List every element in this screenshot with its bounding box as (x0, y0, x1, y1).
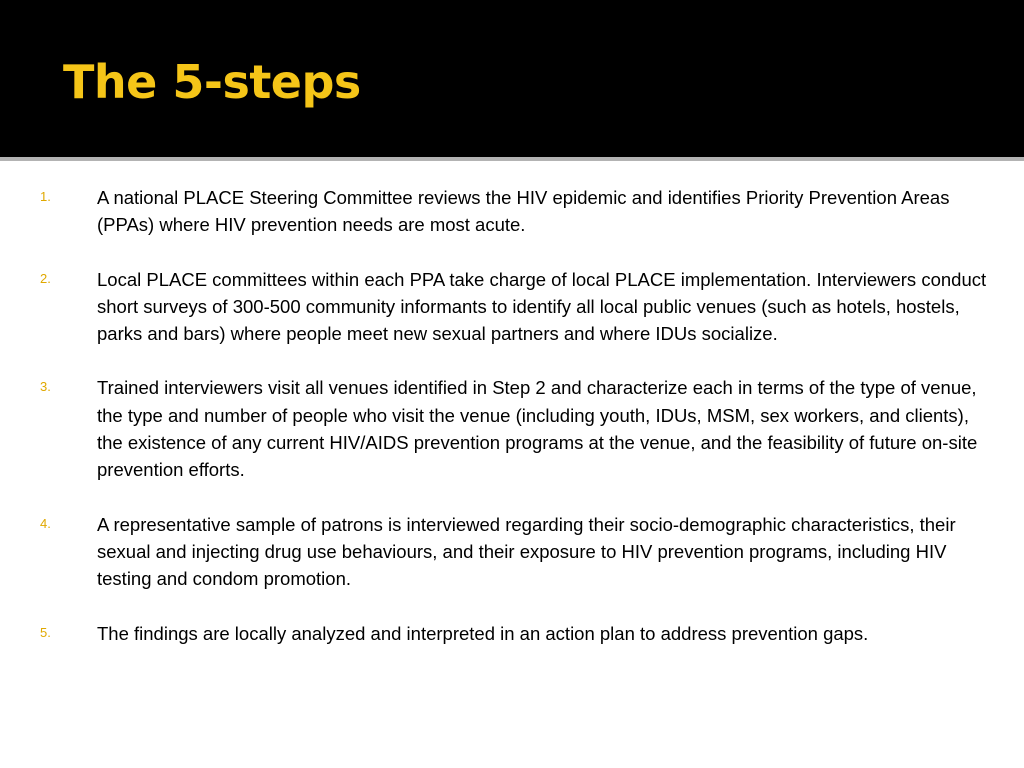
title-bar (0, 0, 1024, 157)
step-number: 2. (40, 270, 51, 286)
step-item (0, 266, 1024, 348)
title-divider (0, 157, 1024, 161)
step-text: Local PLACE committees within each PPA take charge of local PLACE implementation. Interviewers conduct short surveys of 300-500 community informants to identify all local public venues (such as hotels, hostels, parks and bars) where people meet new sexual partners and where IDUs socialize. (97, 268, 987, 345)
step-item (0, 511, 1024, 593)
step-item (0, 620, 1024, 647)
step-number: 5. (40, 624, 51, 640)
step-item (0, 184, 1024, 239)
step-number: 4. (40, 515, 51, 531)
step-text: A representative sample of patrons is interviewed regarding their socio-demographic characteristics, their sexual and injecting drug use behaviours, and their exposure to HIV prevention programs, including HIV testing and condom promotion. (97, 513, 956, 590)
step-text: A national PLACE Steering Committee reviews the HIV epidemic and identifies Priority Prevention Areas (PPAs) where HIV prevention needs are most acute. (97, 187, 950, 236)
step-number: 1. (40, 189, 51, 204)
step-number: 3. (40, 379, 51, 395)
steps-list (0, 184, 1024, 674)
step-text: Trained interviewers visit all venues identified in Step 2 and characterize each in terms of the type of venue, the type and number of people who visit the venue (including youth, IDUs, MSM, sex workers, and clients), the existence of any current HIV/AIDS prevention programs at the venue, and the feasibility of future on-site prevention efforts. (97, 377, 978, 481)
step-item (0, 374, 1024, 483)
step-text: The findings are locally analyzed and interpreted in an action plan to address prevention gaps. (97, 622, 869, 644)
slide-title: The 5-steps (63, 55, 361, 109)
